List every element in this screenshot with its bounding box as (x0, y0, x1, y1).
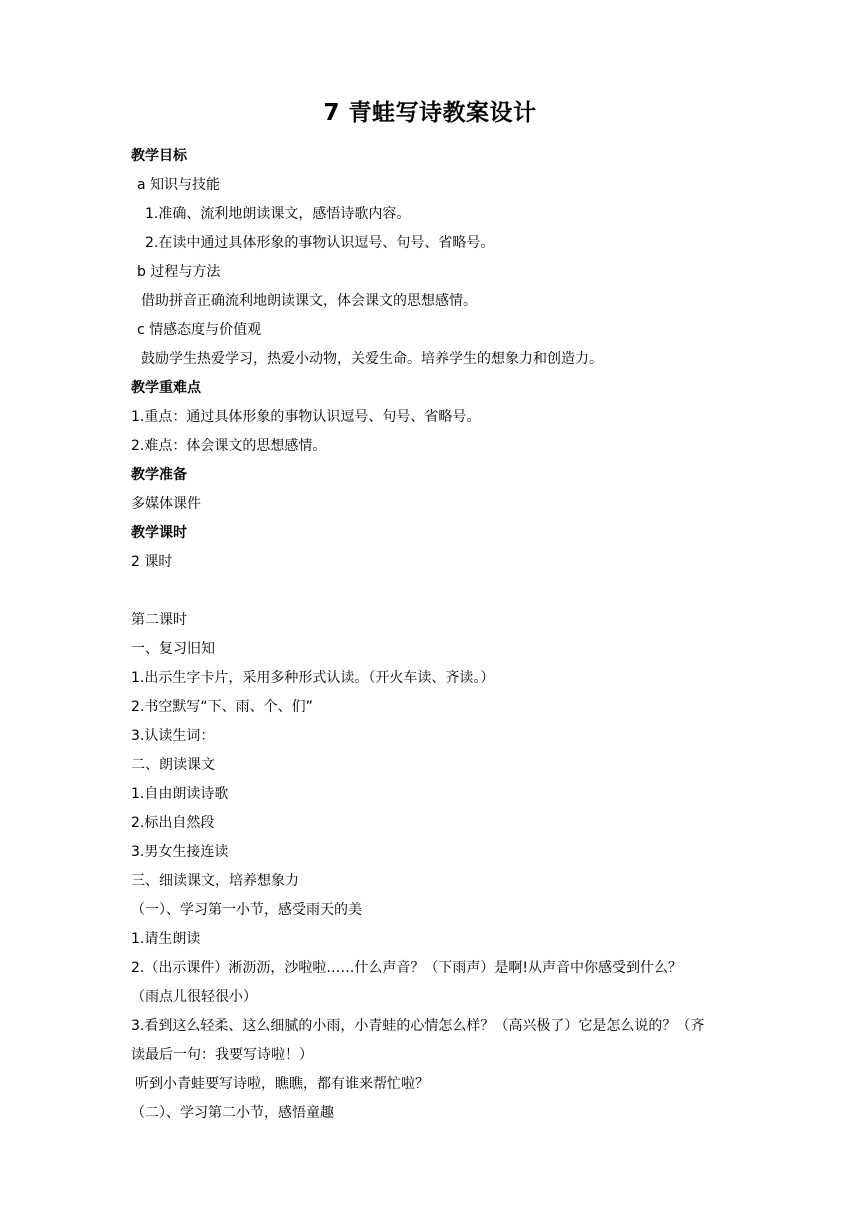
paragraph-line: 二、朗读课文 (131, 757, 215, 773)
paragraph-line: 读最后一句：我要写诗啦！） (131, 1047, 313, 1063)
section-heading: 教学课时 (131, 525, 187, 541)
paragraph-line: 借助拼音正确流利地朗读课文，体会课文的思想感情。 (141, 293, 477, 309)
paragraph-line: 鼓励学生热爱学习，热爱小动物，关爱生命。培养学生的想象力和创造力。 (141, 351, 603, 367)
paragraph-line: 2.标出自然段 (131, 815, 215, 831)
paragraph-line: b 过程与方法 (137, 264, 221, 280)
paragraph-line: （一）、学习第一小节，感受雨天的美 (131, 902, 362, 918)
paragraph-line: 2.（出示课件）淅沥沥，沙啦啦……什么声音？（下雨声）是啊!从声音中你感受到什么？ (131, 960, 682, 976)
paragraph-line: 2 课时 (131, 554, 173, 570)
paragraph-line: 3.认读生词： (131, 728, 215, 744)
document-title: 7 青蛙写诗教案设计 (323, 100, 537, 126)
paragraph-line: 多媒体课件 (131, 496, 201, 512)
section-heading: 教学重难点 (131, 380, 201, 396)
paragraph-line: （雨点儿很轻很小） (131, 989, 257, 1005)
paragraph-line: 1.出示生字卡片，采用多种形式认读。（开火车读、齐读。） (131, 670, 495, 686)
paragraph-line: 2.难点：体会课文的思想感情。 (131, 438, 327, 454)
paragraph-line: 2.书空默写“下、雨、个、们” (131, 699, 313, 715)
paragraph-line: 三、细读课文，培养想象力 (131, 873, 299, 889)
paragraph-line: 3.男女生接连读 (131, 844, 229, 860)
section-heading: 教学准备 (131, 467, 187, 483)
paragraph-line: 听到小青蛙要写诗啦，瞧瞧，都有谁来帮忙啦？ (135, 1076, 429, 1092)
paragraph-line: a 知识与技能 (137, 177, 221, 193)
paragraph-line: （二）、学习第二小节，感悟童趣 (131, 1105, 334, 1121)
blank-line (131, 577, 741, 606)
section-heading: 教学目标 (131, 148, 187, 164)
document-body (131, 142, 741, 1128)
paragraph-line: 1.自由朗读诗歌 (131, 786, 229, 802)
paragraph-line: 1.请生朗读 (131, 931, 201, 947)
paragraph-line: 1.准确、流利地朗读课文，感悟诗歌内容。 (145, 206, 411, 222)
paragraph-line: 一、复习旧知 (131, 641, 215, 657)
paragraph-line: 1.重点：通过具体形象的事物认识逗号、句号、省略号。 (131, 409, 481, 425)
paragraph-line: 3.看到这么轻柔、这么细腻的小雨，小青蛙的心情怎么样？（高兴极了）它是怎么说的？（齐 (131, 1018, 705, 1034)
paragraph-line: c 情感态度与价值观 (137, 322, 262, 338)
paragraph-line: 2.在读中通过具体形象的事物认识逗号、句号、省略号。 (145, 235, 495, 251)
paragraph-line: 第二课时 (131, 612, 187, 628)
